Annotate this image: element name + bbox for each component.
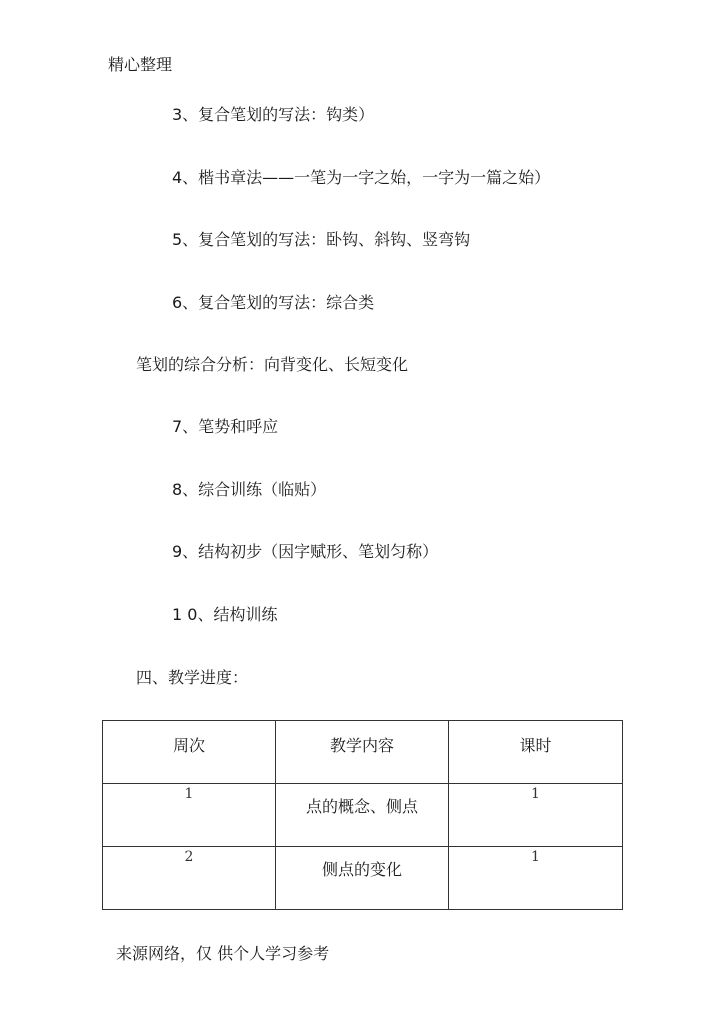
teaching-progress-table [102,720,623,910]
outline-item-5: 5、复合笔划的写法：卧钩、斜钩、竖弯钩 [172,230,471,249]
cell-content: 点的概念、侧点 [276,784,449,847]
outline-item-3: 3、复合笔划的写法：钩类） [172,105,375,124]
cell-hours: 1 [449,847,623,910]
header-week: 周次 [103,721,276,784]
outline-item-6: 6、复合笔划的写法：综合类 [172,293,375,312]
page-footer: 来源网络，仅 供个人学习参考 [116,944,330,963]
cell-hours: 1 [449,784,623,847]
outline-item-4: 4、楷书章法——一笔为一字之始，一字为一篇之始） [172,168,551,187]
table-row [103,784,623,847]
cell-content: 侧点的变化 [276,847,449,910]
header-hours: 课时 [449,721,623,784]
table-row [103,847,623,910]
section-heading-progress: 四、教学进度： [136,668,249,687]
page-header: 精心整理 [108,55,173,74]
cell-week: 1 [103,784,276,847]
outline-item-10: 1 0、结构训练 [172,605,278,624]
table-header-row [103,721,623,784]
header-content: 教学内容 [276,721,449,784]
cell-week: 2 [103,847,276,910]
stroke-analysis-heading: 笔划的综合分析：向背变化、长短变化 [136,355,409,374]
outline-item-8: 8、综合训练（临贴） [172,480,327,499]
outline-item-9: 9、结构初步（因字赋形、笔划匀称） [172,542,439,561]
outline-item-7: 7、笔势和呼应 [172,417,279,436]
